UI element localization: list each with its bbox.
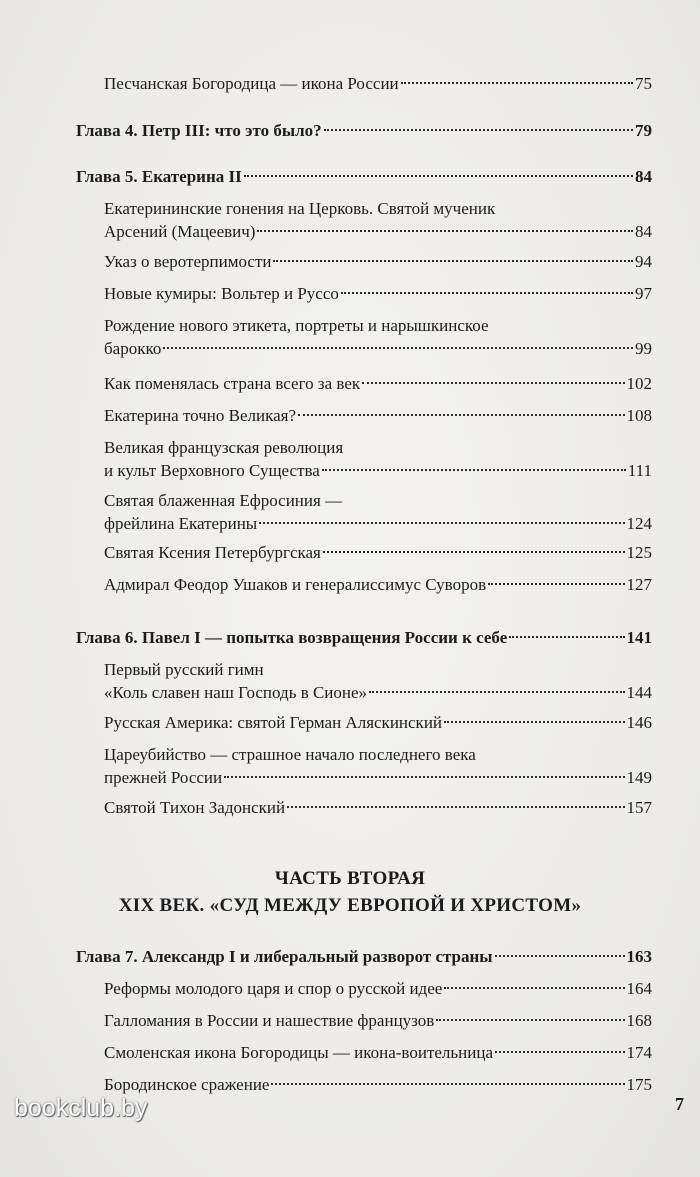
- toc-entry-line: [104, 766, 652, 789]
- toc-entry-page: 175: [626, 1075, 652, 1094]
- toc-entry-line: [76, 945, 652, 968]
- toc-entry-line: [104, 220, 652, 243]
- dot-leader: [341, 292, 633, 294]
- toc-entry: [104, 711, 652, 734]
- toc-entry-line: [104, 512, 652, 535]
- dot-leader: [323, 551, 625, 553]
- toc-entry-line: [104, 796, 652, 819]
- toc-entry: [104, 250, 652, 273]
- toc-entry-line: [104, 541, 652, 564]
- toc-entry-page: 146: [626, 713, 652, 732]
- toc-entry-page: 127: [626, 575, 652, 594]
- toc-entry-title-first-line: Екатерининские гонения на Церковь. Святой мученик: [104, 199, 496, 218]
- toc-entry-page: 102: [626, 374, 652, 393]
- page-number: 7: [675, 1094, 684, 1114]
- toc-entry-line: [76, 165, 652, 188]
- dot-leader: [369, 691, 624, 693]
- toc-entry-title-first-line: Рождение нового этикета, портреты и нарышкинское: [104, 316, 489, 335]
- toc-entry-title: барокко: [104, 339, 162, 358]
- toc-entry: [104, 282, 652, 305]
- toc-entry-title: Глава 5. Екатерина II: [76, 167, 242, 186]
- toc-entry: [104, 573, 652, 596]
- toc-entry: [104, 197, 652, 243]
- toc-entry-line: [76, 119, 652, 142]
- toc-entry-title: Адмирал Феодор Ушаков и генералиссимус Суворов: [104, 575, 487, 594]
- toc-entry-title: фрейлина Екатерины: [104, 514, 258, 533]
- toc-entry-page: 125: [626, 543, 652, 562]
- toc-entry-title: Арсений (Мацеевич): [104, 222, 256, 241]
- toc-entry-title-first-line: Великая французская революция: [104, 438, 344, 457]
- toc-entry-title: Песчанская Богородица — икона России: [104, 74, 399, 93]
- toc-entry-title: Реформы молодого царя и спор о русской идее: [104, 979, 443, 998]
- toc-chapter-entry: [76, 626, 652, 649]
- toc-entry: [104, 977, 652, 1000]
- dot-leader: [287, 806, 624, 808]
- part-title: ЧАСТЬ ВТОРАЯ: [274, 868, 426, 889]
- toc-entry-line: [104, 459, 652, 482]
- toc-entry-title: Русская Америка: святой Герман Аляскинский: [104, 713, 443, 732]
- toc-entry-title: Святая Ксения Петербургская: [104, 543, 321, 562]
- toc-chapter-entry: [76, 165, 652, 188]
- toc-entry-line: [104, 711, 652, 734]
- dot-leader: [163, 347, 633, 349]
- toc-entry-line: [104, 573, 652, 596]
- toc-entry-page: 94: [635, 252, 652, 271]
- toc-entry-title: Глава 4. Петр III: что это было?: [76, 121, 322, 140]
- toc-entry-title: Глава 6. Павел I — попытка возвращения России к себе: [76, 628, 508, 647]
- toc-chapter-entry: [76, 119, 652, 142]
- toc-entry-line: [104, 72, 652, 95]
- dot-leader: [401, 82, 633, 84]
- toc-entry: [104, 1073, 652, 1096]
- toc-entry: [104, 1041, 652, 1064]
- toc-entry: [104, 436, 652, 482]
- toc-entry-title: Святой Тихон Задонский: [104, 798, 286, 817]
- toc-entry-title: Бородинское сражение: [104, 1075, 270, 1094]
- toc-entry: [104, 796, 652, 819]
- toc-entry-page: 84: [635, 167, 652, 186]
- toc-entry-page: 168: [626, 1011, 652, 1030]
- toc-entry-title: Галломания в России и нашествие французов: [104, 1011, 435, 1030]
- dot-leader: [322, 469, 626, 471]
- toc-entry: [104, 743, 652, 789]
- toc-entry: [104, 372, 652, 395]
- toc-entry-title-first-line: Цареубийство — страшное начало последнего века: [104, 745, 476, 764]
- toc-entry-line: [104, 404, 652, 427]
- dot-leader: [324, 129, 633, 131]
- dot-leader: [362, 382, 624, 384]
- dot-leader: [224, 776, 624, 778]
- toc-entry-page: 111: [627, 461, 652, 480]
- dot-leader: [271, 1083, 624, 1085]
- toc-entry-page: 157: [626, 798, 652, 817]
- dot-leader: [259, 522, 624, 524]
- dot-leader: [444, 721, 624, 723]
- toc-entry-page: 164: [626, 979, 652, 998]
- toc-entry-title: Екатерина точно Великая?: [104, 406, 296, 425]
- toc-entry: [104, 314, 652, 360]
- toc-entry-line: [104, 372, 652, 395]
- toc-entry-page: 149: [626, 768, 652, 787]
- dot-leader: [495, 955, 625, 957]
- toc-entry-line: [104, 1041, 652, 1064]
- toc-entry-title: Смоленская икона Богородицы — икона-воительница: [104, 1043, 493, 1062]
- toc-entry-page: 124: [626, 514, 652, 533]
- toc-entry: [104, 541, 652, 564]
- dot-leader: [495, 1051, 625, 1053]
- toc-entry-line: [104, 1073, 652, 1096]
- dot-leader: [444, 987, 624, 989]
- toc-entry-line: [104, 337, 652, 360]
- part-subtitle: XIX ВЕК. «СУД МЕЖДУ ЕВРОПОЙ И ХРИСТОМ»: [118, 895, 582, 916]
- toc-entry: [104, 489, 652, 535]
- toc-entry: [104, 404, 652, 427]
- toc-entry-title: Новые кумиры: Вольтер и Руссо: [104, 284, 339, 303]
- dot-leader: [298, 414, 625, 416]
- toc-entry-page: 97: [635, 284, 652, 303]
- toc-entry-title: Указ о веротерпимости: [104, 252, 272, 271]
- toc-entry-line: [104, 977, 652, 1000]
- dot-leader: [488, 583, 624, 585]
- toc-entry-page: 141: [626, 628, 652, 647]
- toc-entry-title: Глава 7. Александр I и либеральный разворот страны: [76, 947, 493, 966]
- dot-leader: [257, 230, 633, 232]
- toc-entry-line: [76, 626, 652, 649]
- toc-entry-page: 99: [635, 339, 652, 358]
- dot-leader: [509, 636, 624, 638]
- dot-leader: [273, 260, 633, 262]
- toc-entry-line: [104, 282, 652, 305]
- toc-entry: [104, 1009, 652, 1032]
- toc-entry-title: прежней России: [104, 768, 223, 787]
- toc-entry-page: 75: [635, 74, 652, 93]
- toc-entry-page: 163: [626, 947, 652, 966]
- toc-entry-title: «Коль славен наш Господь в Сионе»: [104, 683, 368, 702]
- toc-entry-line: [104, 681, 652, 704]
- toc-entry-page: 144: [626, 683, 652, 702]
- toc-entry: [104, 658, 652, 704]
- toc-entry-title: Как поменялась страна всего за век: [104, 374, 361, 393]
- toc-entry-title-first-line: Святая блаженная Ефросиния —: [104, 491, 343, 510]
- toc-entry-page: 79: [635, 121, 652, 140]
- toc-chapter-entry: [76, 945, 652, 968]
- toc-entry-page: 174: [626, 1043, 652, 1062]
- toc-entry-title-first-line: Первый русский гимн: [104, 660, 264, 679]
- toc-entry-line: [104, 1009, 652, 1032]
- watermark-logo: bookclub.by: [14, 1094, 148, 1122]
- dot-leader: [436, 1019, 624, 1021]
- toc-entry-line: [104, 250, 652, 273]
- toc-entry-page: 84: [635, 222, 652, 241]
- dot-leader: [244, 175, 633, 177]
- toc-entry-title: и культ Верховного Существа: [104, 461, 320, 480]
- toc-entry: [104, 72, 652, 95]
- toc-entry-page: 108: [626, 406, 652, 425]
